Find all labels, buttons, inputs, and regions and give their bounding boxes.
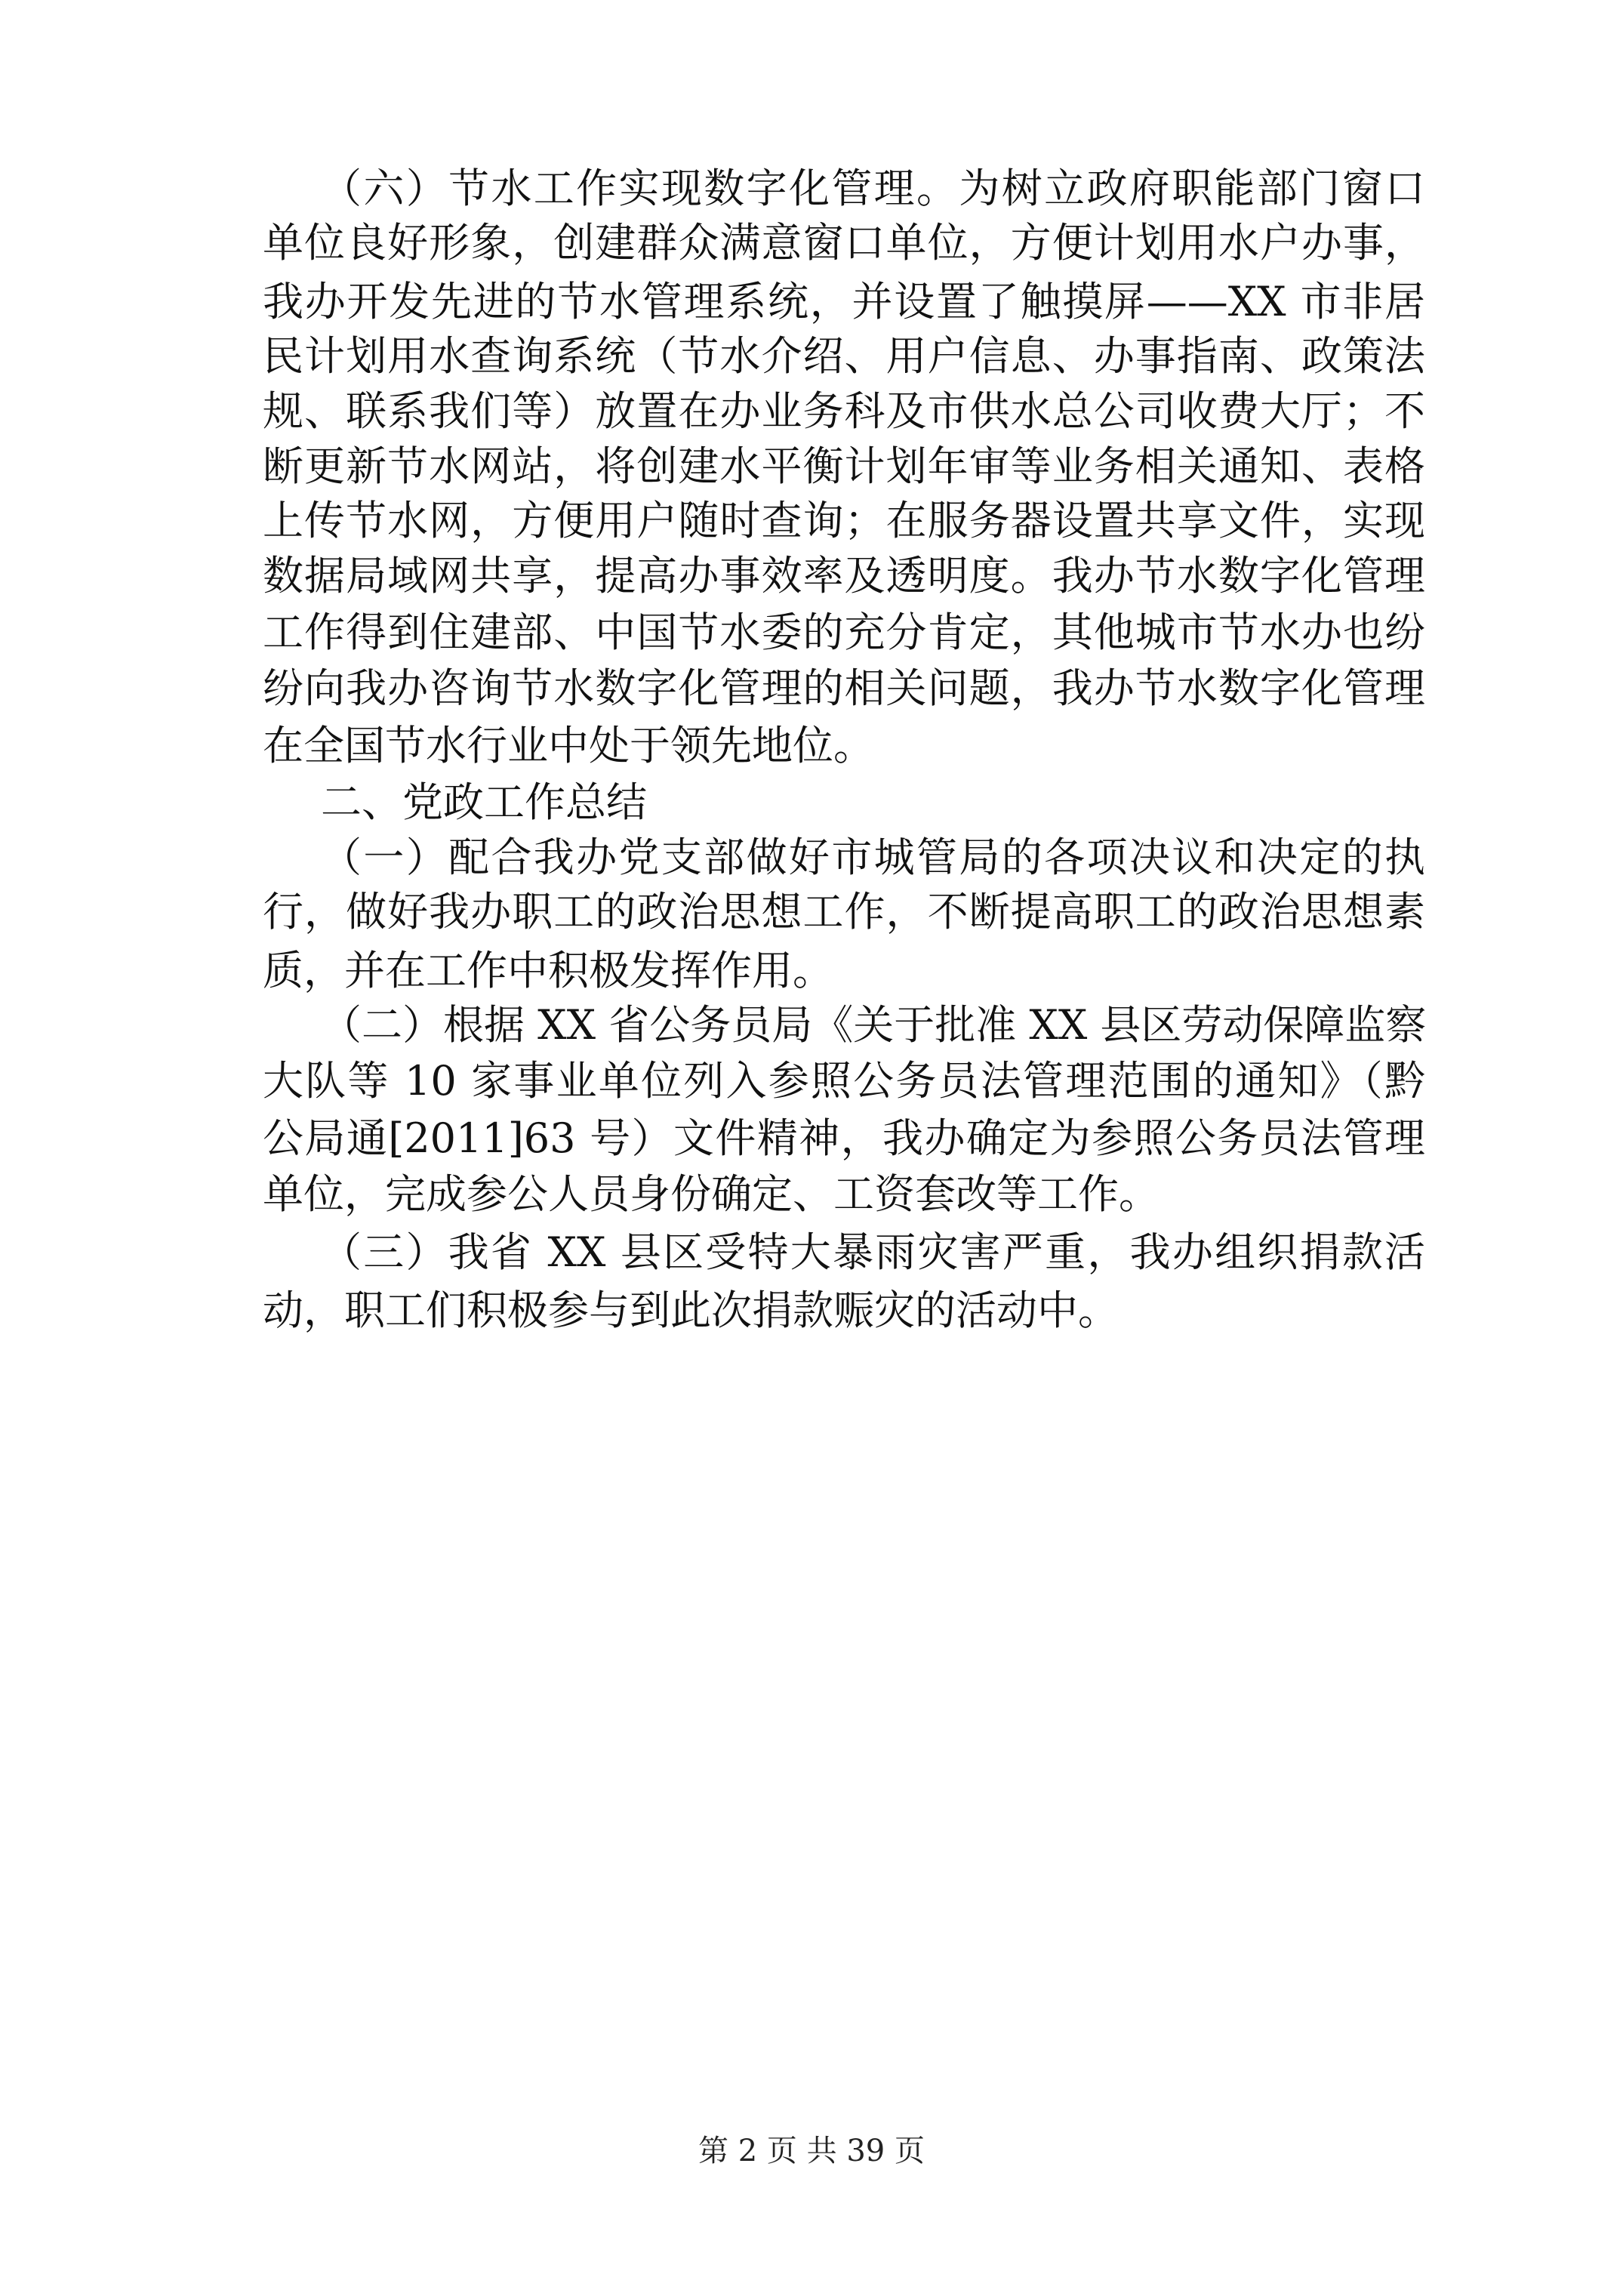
paragraph-line: 质，并在工作中积极发挥作用。	[263, 947, 833, 994]
paragraph-line: （一）配合我办党支部做好市城管局的各项决议和决定的执	[321, 834, 1425, 881]
paragraph-line: （六）节水工作实现数字化管理。为树立政府职能部门窗口	[321, 165, 1425, 212]
paragraph-line: （三）我省 XX 县区受特大暴雨灾害严重，我办组织捐款活	[321, 1228, 1425, 1276]
paragraph-line: 数据局域网共享，提高办事效率及透明度。我办节水数字化管理	[263, 552, 1425, 599]
paragraph-line: 纷向我办咨询节水数字化管理的相关问题，我办节水数字化管理	[263, 664, 1425, 712]
paragraph-line: 在全国节水行业中处于领先地位。	[263, 722, 874, 769]
paragraph-line: 单位良好形象，创建群众满意窗口单位，方便计划用水户办事，	[263, 219, 1425, 267]
paragraph-line: 动，职工们积极参与到此次捐款赈灾的活动中。	[263, 1287, 1119, 1334]
paragraph-line: 规、联系我们等）放置在办业务科及市供水总公司收费大厅；不	[263, 387, 1425, 435]
paragraph-line: 我办开发先进的节水管理系统，并设置了触摸屏——XX 市非居	[263, 278, 1425, 325]
paragraph-line: 大队等 10 家事业单位列入参照公务员法管理范围的通知》（黔	[263, 1057, 1425, 1105]
paragraph-line: 上传节水网，方便用户随时查询；在服务器设置共享文件，实现	[263, 497, 1425, 544]
paragraph-line: 民计划用水查询系统（节水介绍、用户信息、办事指南、政策法	[263, 332, 1425, 380]
paragraph-line: 工作得到住建部、中国节水委的充分肯定，其他城市节水办也纷	[263, 609, 1425, 656]
section-heading: 二、党政工作总结	[321, 778, 647, 826]
paragraph-line: 行，做好我办职工的政治思想工作，不断提高职工的政治思想素	[263, 888, 1425, 935]
paragraph-line: 断更新节水网站，将创建水平衡计划年审等业务相关通知、表格	[263, 442, 1425, 490]
page-footer: 第 2 页 共 39 页	[698, 2134, 925, 2168]
paragraph-line: 公局通[2011]63 号）文件精神，我办确定为参照公务员法管理	[263, 1114, 1425, 1162]
paragraph-line: 单位，完成参公人员身份确定、工资套改等工作。	[263, 1170, 1160, 1218]
paragraph-line: （二）根据 XX 省公务员局《关于批准 XX 县区劳动保障监察	[321, 1001, 1427, 1049]
